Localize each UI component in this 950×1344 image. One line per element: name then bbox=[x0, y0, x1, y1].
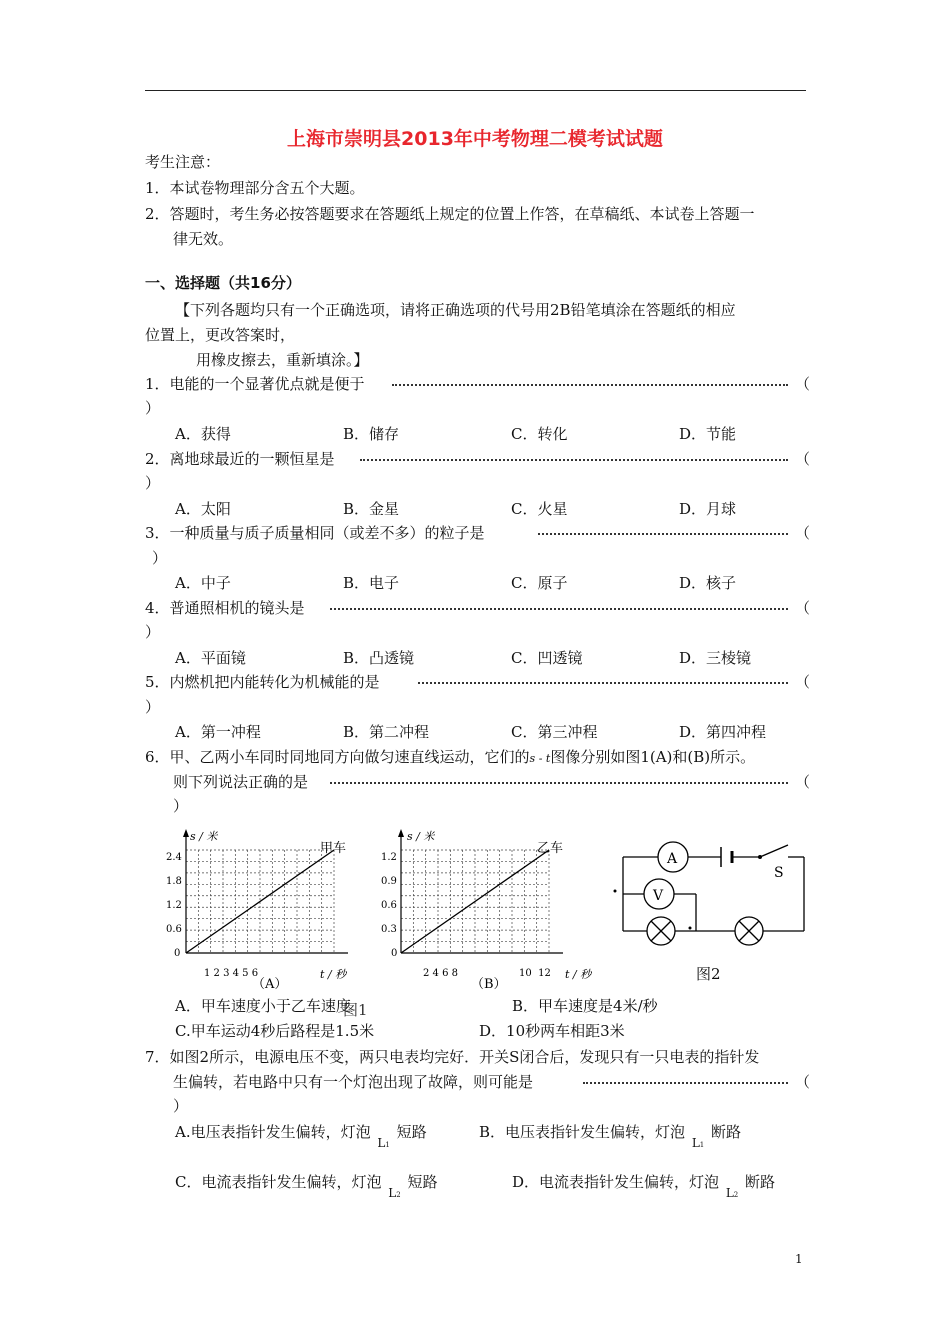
notice-item-2: 2．答题时，考生务必按答题要求在答题纸上规定的位置上作答，在草稿纸、本试卷上答题一 bbox=[145, 205, 755, 223]
y-tick: 0.3 bbox=[381, 924, 397, 935]
q6-stem-b: 图像分别如图1(A)和(B)所示。 bbox=[550, 748, 756, 766]
question-stem: 4．普通照相机的镜头是 bbox=[145, 599, 305, 617]
answer-paren-open: （ bbox=[795, 599, 811, 617]
option-c: C．转化 bbox=[511, 425, 568, 443]
switch-pivot bbox=[758, 855, 762, 859]
leader-dots bbox=[360, 457, 788, 461]
curve-label: 甲车 bbox=[320, 841, 347, 856]
graph-b-line bbox=[401, 850, 549, 953]
option-a: A．太阳 bbox=[175, 500, 231, 518]
section-instruction: 【下列各题均只有一个正确选项，请将正确选项的代号用2B铅笔填涂在答题纸的相应 bbox=[175, 301, 736, 319]
question-stem: 2．离地球最近的一颗恒星是 bbox=[145, 450, 335, 468]
y-tick: 1.2 bbox=[166, 900, 182, 911]
option-c-text: C．电流表指针发生偏转，灯泡 bbox=[175, 1173, 382, 1191]
option-a: A．平面镜 bbox=[175, 649, 246, 667]
question-stem: 1．电能的一个显著优点就是便于 bbox=[145, 375, 365, 393]
lamp-l2-icon bbox=[735, 917, 763, 945]
section-instruction-2: 位置上，更改答案时， bbox=[145, 326, 296, 344]
option-c: C．火星 bbox=[511, 500, 568, 518]
graph-b bbox=[375, 825, 595, 990]
leader-dots bbox=[330, 780, 788, 784]
option-a-result: 短路 bbox=[396, 1123, 427, 1141]
leader-dots bbox=[418, 680, 788, 684]
y-tick: 1.8 bbox=[166, 876, 182, 887]
y-axis-label: s / 米 bbox=[190, 830, 218, 843]
option-c: C.甲车运动4秒后路程是1.5米 bbox=[175, 1022, 375, 1040]
section-instruction-3: 用橡皮擦去，重新填涂。】 bbox=[196, 351, 369, 369]
option-b: B．储存 bbox=[343, 425, 400, 443]
lamp-subscript: 2 bbox=[733, 1191, 739, 1199]
option-c-result: 短路 bbox=[407, 1173, 438, 1191]
answer-paren-close: ） bbox=[145, 474, 161, 492]
x-ticks: 10 12 bbox=[519, 968, 551, 979]
y-tick: 1.2 bbox=[381, 852, 397, 863]
circuit-diagram bbox=[608, 835, 808, 985]
option-b-text: B．电压表指针发生偏转，灯泡 bbox=[479, 1123, 686, 1141]
answer-paren-close: ） bbox=[145, 698, 161, 716]
dot-mark bbox=[689, 927, 692, 930]
x-ticks: 1 2 3 4 5 6 bbox=[204, 968, 259, 979]
lamp-letter: L bbox=[691, 1136, 700, 1150]
voltmeter-label: V bbox=[653, 888, 664, 904]
option-b: B．电子 bbox=[343, 574, 400, 592]
lamp-symbol bbox=[388, 1186, 400, 1200]
answer-paren-close: ） bbox=[145, 399, 161, 417]
switch-label: S bbox=[774, 865, 784, 881]
figure-1-label: 图1 bbox=[343, 1001, 368, 1019]
y-tick: 0.6 bbox=[381, 900, 397, 911]
answer-paren-close: ） bbox=[173, 1097, 189, 1115]
option-a: A．获得 bbox=[175, 425, 231, 443]
lamp-letter: L bbox=[388, 1186, 397, 1200]
answer-paren-close: ） bbox=[173, 797, 189, 815]
question-stem-cont: 则下列说法正确的是 bbox=[173, 773, 309, 791]
notice-item-1: 1．本试卷物理部分含五个大题。 bbox=[145, 179, 365, 197]
option-d: D．10秒两车相距3米 bbox=[479, 1022, 625, 1040]
option-d: D．核子 bbox=[679, 574, 737, 592]
y-axis-arrow bbox=[398, 829, 404, 837]
leader-dots bbox=[392, 382, 788, 386]
graph-a-line bbox=[186, 850, 334, 953]
lamp-letter: L bbox=[725, 1186, 734, 1200]
notice-item-2-cont: 律无效。 bbox=[173, 230, 234, 248]
option-d-result: 断路 bbox=[745, 1173, 776, 1191]
y-tick: 0 bbox=[391, 948, 398, 959]
y-axis-label: s / 米 bbox=[407, 830, 435, 843]
option-d: D．月球 bbox=[679, 500, 737, 518]
page-number: 1 bbox=[795, 1252, 803, 1266]
leader-dots bbox=[583, 1080, 788, 1084]
option-b bbox=[479, 1122, 742, 1150]
leader-dots bbox=[330, 606, 788, 610]
question-stem: 3．一种质量与质子质量相同（或差不多）的粒子是 bbox=[145, 524, 485, 542]
x-ticks: 2 4 6 8 bbox=[423, 968, 458, 979]
option-c: C．原子 bbox=[511, 574, 568, 592]
graph-caption: （A） bbox=[252, 977, 288, 990]
leader-dots bbox=[538, 531, 788, 535]
lamp-subscript: 1 bbox=[699, 1141, 705, 1149]
lamp-letter: L bbox=[377, 1136, 386, 1150]
answer-paren-open: （ bbox=[795, 450, 811, 468]
answer-paren-open: （ bbox=[795, 375, 811, 393]
curve-label: 乙车 bbox=[537, 841, 564, 856]
ammeter-label: A bbox=[667, 851, 678, 867]
option-c bbox=[175, 1172, 438, 1200]
header-rule bbox=[145, 90, 806, 91]
graph-caption: （B） bbox=[471, 977, 507, 990]
lamp-subscript: 1 bbox=[385, 1141, 390, 1149]
notice-heading: 考生注意： bbox=[145, 153, 221, 171]
answer-paren-open: （ bbox=[795, 1073, 811, 1091]
lamp-symbol bbox=[692, 1136, 704, 1150]
option-b-result: 断路 bbox=[711, 1123, 742, 1141]
answer-paren-open: （ bbox=[795, 773, 811, 791]
figure-2-label: 图2 bbox=[696, 965, 721, 983]
y-tick: 2.4 bbox=[166, 852, 182, 863]
dot-mark bbox=[614, 890, 617, 893]
answer-paren-close: ） bbox=[145, 623, 161, 641]
option-a: A．第一冲程 bbox=[175, 723, 261, 741]
option-d-text: D．电流表指针发生偏转，灯泡 bbox=[512, 1173, 720, 1191]
option-b: B．凸透镜 bbox=[343, 649, 415, 667]
q6-stem-a: 6．甲、乙两小车同时同地同方向做匀速直线运动，它们的 bbox=[145, 748, 530, 766]
graph-a bbox=[160, 825, 360, 990]
option-d bbox=[512, 1172, 776, 1200]
lamp-l1-icon bbox=[647, 917, 675, 945]
option-a bbox=[175, 1122, 427, 1150]
option-d: D．节能 bbox=[679, 425, 737, 443]
y-axis-arrow bbox=[183, 829, 189, 837]
lamp-symbol bbox=[726, 1186, 738, 1200]
option-a: A．中子 bbox=[175, 574, 231, 592]
y-tick: 0.6 bbox=[166, 924, 182, 935]
question-stem-cont: 生偏转，若电路中只有一个灯泡出现了故障，则可能是 bbox=[173, 1073, 534, 1091]
option-d: D．三棱镜 bbox=[679, 649, 752, 667]
option-c: C．凹透镜 bbox=[511, 649, 583, 667]
lamp-subscript: 2 bbox=[396, 1191, 401, 1199]
page-title: 上海市崇明县2013年中考物理二模考试试题 bbox=[287, 128, 663, 150]
option-b: B．金星 bbox=[343, 500, 400, 518]
option-b: B．第二冲程 bbox=[343, 723, 430, 741]
answer-paren-open: （ bbox=[795, 524, 811, 542]
option-c: C．第三冲程 bbox=[511, 723, 598, 741]
lamp-symbol bbox=[377, 1136, 389, 1150]
question-stem bbox=[145, 747, 755, 769]
y-tick: 0.9 bbox=[381, 876, 397, 887]
answer-paren-close: ） bbox=[152, 549, 168, 567]
option-a: A．甲车速度小于乙车速度 bbox=[175, 997, 351, 1015]
option-d: D．第四冲程 bbox=[679, 723, 767, 741]
q6-st-symbol: s - t bbox=[529, 752, 551, 765]
answer-paren-open: （ bbox=[795, 673, 811, 691]
option-b: B．甲车速度是4米/秒 bbox=[512, 997, 658, 1015]
x-axis-label: t / 秒 bbox=[320, 968, 347, 981]
option-a-text: A.电压表指针发生偏转，灯泡 bbox=[175, 1123, 371, 1141]
question-stem: 7．如图2所示，电源电压不变，两只电表均完好．开关S闭合后，发现只有一只电表的指针发 bbox=[145, 1048, 760, 1066]
x-axis-label: t / 秒 bbox=[565, 968, 592, 981]
section-heading: 一、选择题（共16分） bbox=[145, 274, 301, 292]
question-stem: 5．内燃机把内能转化为机械能的是 bbox=[145, 673, 380, 691]
y-tick: 0 bbox=[174, 948, 181, 959]
